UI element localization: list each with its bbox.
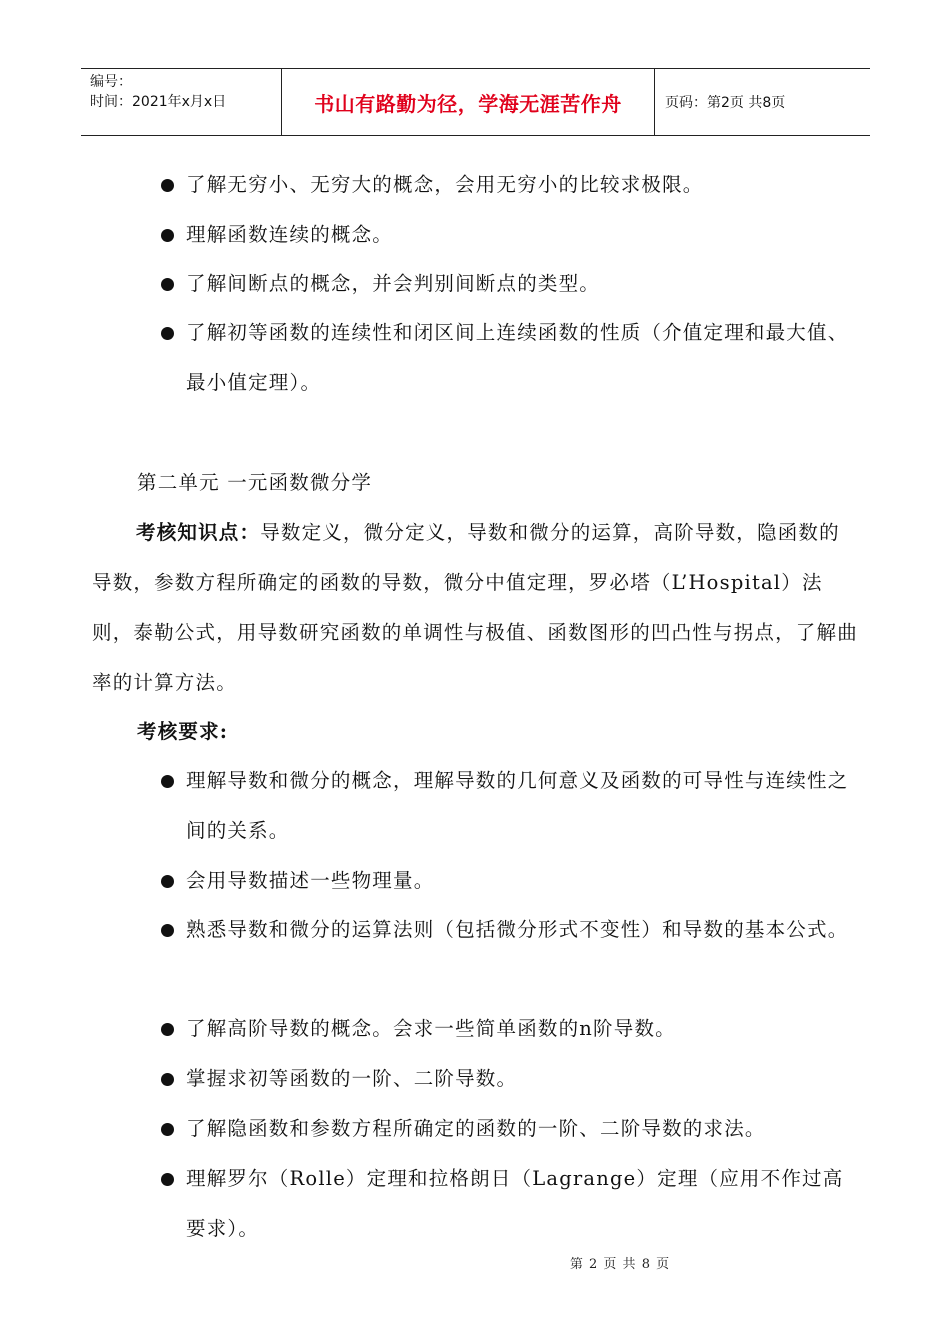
list-item: 会用导数描述一些物理量。 [161,856,861,906]
header-table [81,68,870,136]
bullet-icon [161,1123,174,1136]
motto: 书山有路勤为径，学海无涯苦作舟 [314,91,622,116]
bullet-icon [161,278,174,291]
header-motto-cell [282,69,655,135]
list-item: 理解导数和微分的概念，理解导数的几何意义及函数的可导性与连续性之间的关系。 [161,756,861,856]
list-item: 掌握求初等函数的一阶、二阶导数。 [161,1054,861,1104]
requirements-label: 考核要求: [137,720,229,743]
bullet-icon [161,327,174,340]
knowledge-points [92,508,860,708]
page-footer [0,1253,950,1272]
list-item: 理解罗尔（Rolle）定理和拉格朗日（Lagrange）定理（应用不作过高要求）。 [161,1154,861,1254]
bullet-icon [161,1023,174,1036]
bullet-icon [161,229,174,242]
knowledge-text: 导数定义，微分定义，导数和微分的运算，高阶导数，隐函数的导数，参数方程所确定的函数的导数，微分中值定理，罗必塔（L’Hospital）法则，泰勒公式，用导数研究函数的单调性与极值、函数图形的凹凸性与拐点，了解曲率的计算方法。 [92,521,858,694]
bullet-icon [161,1173,174,1186]
list-item: 了解初等函数的连续性和闭区间上连续函数的性质（介值定理和最大值、最小值定理）。 [161,308,861,408]
page-info: 页码：第2页 共8页 [665,95,786,111]
list-item: 了解间断点的概念，并会判别间断点的类型。 [161,259,861,309]
list-item: 熟悉导数和微分的运算法则（包括微分形式不变性）和导数的基本公式。 [161,905,861,955]
list-item: 了解隐函数和参数方程所确定的函数的一阶、二阶导数的求法。 [161,1104,861,1154]
bullet-icon [161,875,174,888]
bullet-icon [161,1073,174,1086]
time-label: 时间：2021年x月x日 [90,94,227,110]
footer-page-number: 第 2 页 共 8 页 [569,1257,671,1272]
header-meta [81,69,282,135]
bullet-icon [161,775,174,788]
header-page-info-cell [655,69,870,135]
list-item: 了解高阶导数的概念。会求一些简单函数的n阶导数。 [161,1004,861,1054]
list-item: 理解函数连续的概念。 [161,210,861,260]
list-item: 了解无穷小、无穷大的概念，会用无穷小的比较求极限。 [161,160,861,210]
number-label: 编号： [90,74,132,90]
bullet-icon [161,179,174,192]
bullet-icon [161,924,174,937]
knowledge-label: 考核知识点： [136,521,261,544]
unit-title: 第二单元 一元函数微分学 [137,471,373,494]
